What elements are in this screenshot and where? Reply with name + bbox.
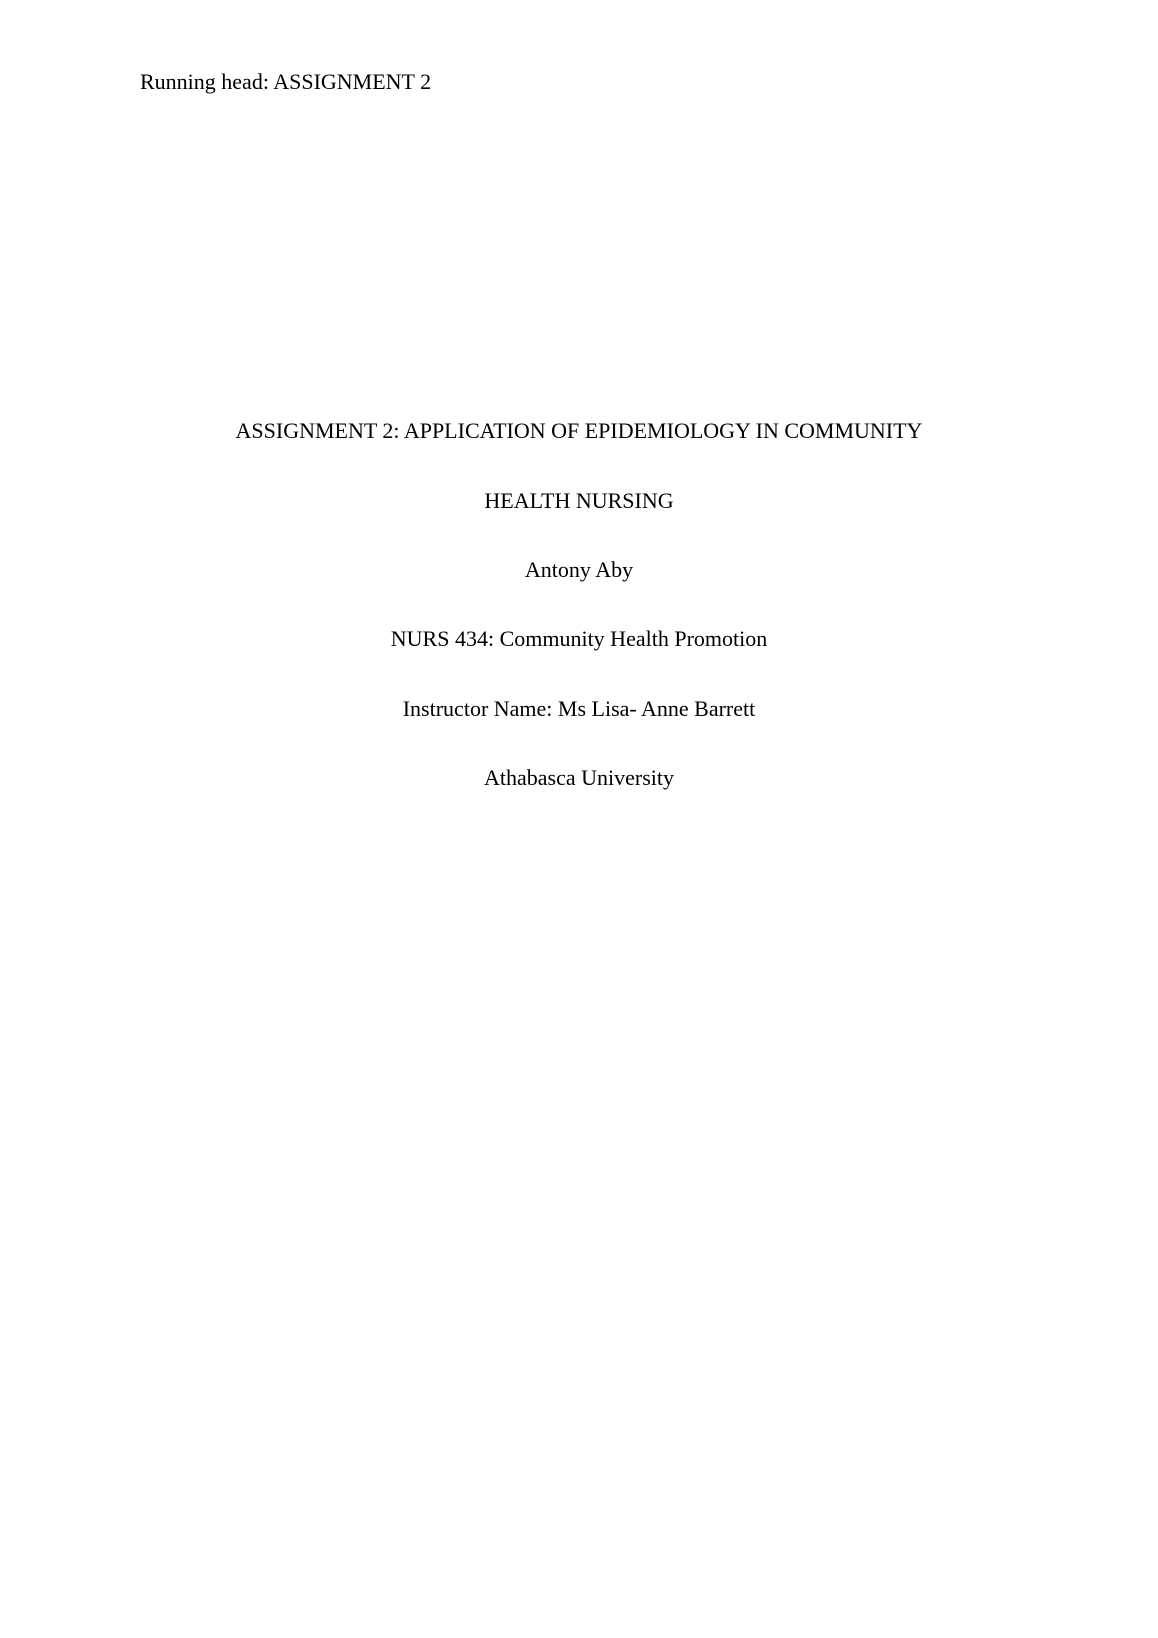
title-line-1: ASSIGNMENT 2: APPLICATION OF EPIDEMIOLOGY IN COMMUNITY — [235, 418, 923, 443]
author-name: Antony Aby — [524, 557, 634, 582]
running-head: Running head: ASSIGNMENT 2 — [140, 69, 432, 94]
course-name: NURS 434: Community Health Promotion — [390, 626, 768, 651]
institution-name: Athabasca University — [484, 765, 674, 790]
instructor-name: Instructor Name: Ms Lisa- Anne Barrett — [402, 696, 756, 721]
title-line-2: HEALTH NURSING — [484, 488, 674, 513]
